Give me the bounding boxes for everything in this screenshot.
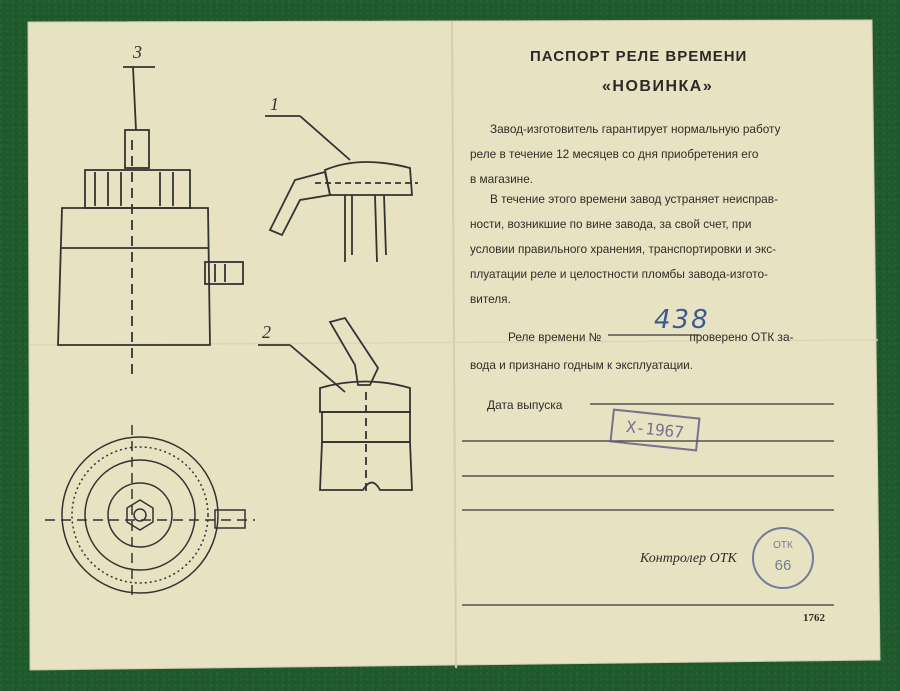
document-title: ПАСПОРТ РЕЛЕ ВРЕМЕНИ <box>530 48 748 65</box>
text-line: Завод-изготовитель гарантирует нормальную работу <box>490 122 781 136</box>
text-line: вода и признано годным к эксплуатации. <box>470 358 694 372</box>
text-line: плуатации реле и целостности пломбы завода-изгото- <box>470 267 768 281</box>
serial-number-handwritten: 438 <box>654 305 710 335</box>
text-line: ности, возникшие по вине завода, за свой счет, при <box>470 217 752 231</box>
serial-suffix: проверено ОТК за- <box>689 330 794 344</box>
text-line: в магазине. <box>470 172 534 186</box>
figure-label-2: 2 <box>262 322 271 342</box>
otk-stamp-text: ОТК <box>773 540 793 551</box>
document-number: 1762 <box>803 612 825 624</box>
warranty-paragraph <box>470 117 845 192</box>
product-name: «НОВИНКА» <box>602 78 714 95</box>
figure-label-3: 3 <box>133 42 142 62</box>
figure-label-1: 1 <box>270 94 279 114</box>
controller-label: Контролер ОТК <box>640 551 737 566</box>
release-date-stamp: X-1967 <box>609 408 700 451</box>
text-line: условии правильного хранения, транспортировки и экс- <box>470 242 777 256</box>
otk-stamp-number: 66 <box>774 557 792 574</box>
release-date-label: Дата выпуска <box>487 398 563 412</box>
otk-stamp <box>752 527 814 589</box>
repair-paragraph <box>470 187 845 312</box>
text-line: В течение этого времени завод устраняет неисправ- <box>490 192 778 206</box>
serial-prefix: Реле времени № <box>508 330 602 344</box>
text-line: реле в течение 12 месяцев со дня приобретения его <box>470 147 759 161</box>
text-line: вителя. <box>470 292 511 306</box>
